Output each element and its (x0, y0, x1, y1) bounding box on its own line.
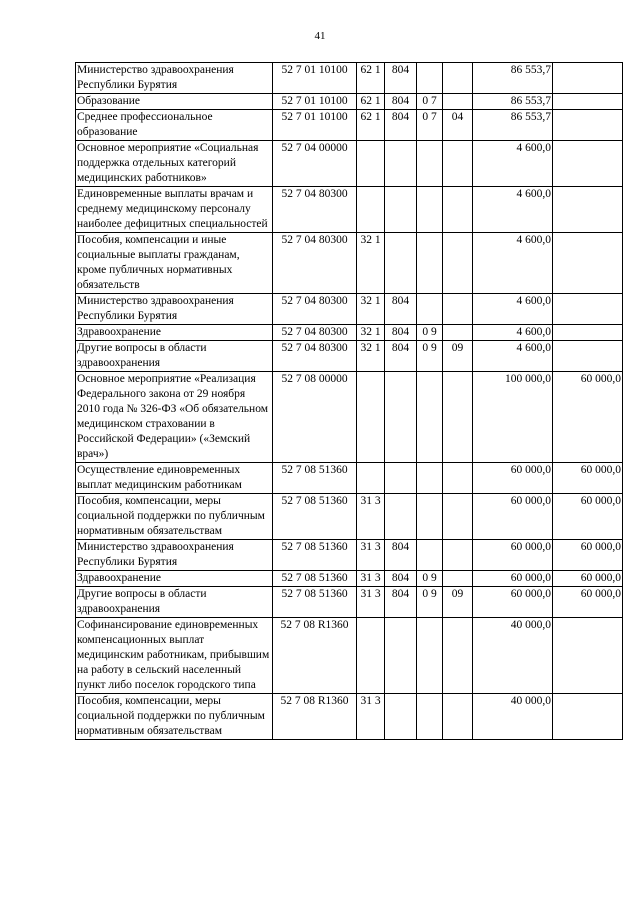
amount-cell: 86 553,7 (473, 94, 553, 110)
ministry-code-cell: 804 (385, 325, 417, 341)
ministry-code-cell (385, 494, 417, 540)
expense-type-cell (357, 187, 385, 233)
budget-table (75, 62, 623, 740)
subsection-cell (443, 372, 473, 463)
federal-amount-cell: 60 000,0 (553, 494, 623, 540)
amount-cell: 4 600,0 (473, 294, 553, 325)
section-cell (417, 187, 443, 233)
expense-type-cell: 62 1 (357, 63, 385, 94)
section-cell (417, 463, 443, 494)
federal-amount-cell (553, 694, 623, 740)
amount-cell: 4 600,0 (473, 187, 553, 233)
amount-cell: 86 553,7 (473, 110, 553, 141)
expense-type-cell: 62 1 (357, 110, 385, 141)
section-cell (417, 294, 443, 325)
expense-type-cell (357, 141, 385, 187)
expense-type-cell: 31 3 (357, 494, 385, 540)
subsection-cell (443, 540, 473, 571)
table-row (76, 587, 623, 618)
federal-amount-cell (553, 63, 623, 94)
amount-cell: 60 000,0 (473, 494, 553, 540)
amount-cell: 4 600,0 (473, 141, 553, 187)
table-row (76, 694, 623, 740)
amount-cell: 4 600,0 (473, 341, 553, 372)
federal-amount-cell: 60 000,0 (553, 540, 623, 571)
amount-cell: 86 553,7 (473, 63, 553, 94)
federal-amount-cell (553, 325, 623, 341)
item-name-cell: Здравоохранение (76, 571, 273, 587)
subsection-cell (443, 63, 473, 94)
federal-amount-cell (553, 94, 623, 110)
table-row (76, 294, 623, 325)
section-cell (417, 540, 443, 571)
target-code-cell: 52 7 08 51360 (273, 494, 357, 540)
expense-type-cell: 31 3 (357, 571, 385, 587)
federal-amount-cell: 60 000,0 (553, 372, 623, 463)
expense-type-cell: 32 1 (357, 341, 385, 372)
subsection-cell (443, 571, 473, 587)
subsection-cell (443, 463, 473, 494)
amount-cell: 40 000,0 (473, 618, 553, 694)
ministry-code-cell (385, 463, 417, 494)
target-code-cell: 52 7 08 51360 (273, 463, 357, 494)
subsection-cell (443, 694, 473, 740)
ministry-code-cell (385, 233, 417, 294)
amount-cell: 100 000,0 (473, 372, 553, 463)
expense-type-cell (357, 372, 385, 463)
item-name-cell: Единовременные выплаты врачам и среднему медицинскому персоналу наиболее дефицитных специальностей (76, 187, 273, 233)
federal-amount-cell (553, 110, 623, 141)
federal-amount-cell (553, 294, 623, 325)
subsection-cell (443, 233, 473, 294)
federal-amount-cell (553, 233, 623, 294)
ministry-code-cell (385, 372, 417, 463)
amount-cell: 4 600,0 (473, 233, 553, 294)
table-row (76, 341, 623, 372)
table-row (76, 372, 623, 463)
expense-type-cell (357, 463, 385, 494)
expense-type-cell: 62 1 (357, 94, 385, 110)
subsection-cell: 04 (443, 110, 473, 141)
subsection-cell: 09 (443, 341, 473, 372)
table-row (76, 540, 623, 571)
target-code-cell: 52 7 04 80300 (273, 233, 357, 294)
table-row (76, 325, 623, 341)
target-code-cell: 52 7 08 R1360 (273, 694, 357, 740)
amount-cell: 60 000,0 (473, 540, 553, 571)
table-row (76, 494, 623, 540)
federal-amount-cell (553, 618, 623, 694)
section-cell (417, 618, 443, 694)
target-code-cell: 52 7 01 10100 (273, 63, 357, 94)
subsection-cell (443, 141, 473, 187)
subsection-cell: 09 (443, 587, 473, 618)
item-name-cell: Министерство здравоохранения Республики Бурятия (76, 540, 273, 571)
federal-amount-cell (553, 141, 623, 187)
ministry-code-cell: 804 (385, 571, 417, 587)
section-cell (417, 63, 443, 94)
amount-cell: 60 000,0 (473, 571, 553, 587)
target-code-cell: 52 7 04 80300 (273, 187, 357, 233)
expense-type-cell: 31 3 (357, 694, 385, 740)
item-name-cell: Пособия, компенсации, меры социальной поддержки по публичным нормативным обязательствам (76, 694, 273, 740)
section-cell: 0 9 (417, 325, 443, 341)
section-cell (417, 141, 443, 187)
section-cell: 0 9 (417, 571, 443, 587)
section-cell: 0 9 (417, 341, 443, 372)
table-row (76, 463, 623, 494)
federal-amount-cell: 60 000,0 (553, 571, 623, 587)
item-name-cell: Основное мероприятие «Реализация Федерального закона от 29 ноября 2010 года № 326-ФЗ «Об обязательном медицинском страховании в Российской Федерации» («Земский врач») (76, 372, 273, 463)
expense-type-cell: 31 3 (357, 587, 385, 618)
section-cell (417, 233, 443, 294)
item-name-cell: Министерство здравоохранения Республики Бурятия (76, 63, 273, 94)
item-name-cell: Пособия, компенсации и иные социальные выплаты гражданам, кроме публичных нормативных обязательств (76, 233, 273, 294)
federal-amount-cell (553, 341, 623, 372)
item-name-cell: Министерство здравоохранения Республики Бурятия (76, 294, 273, 325)
item-name-cell: Осуществление единовременных выплат медицинским работникам (76, 463, 273, 494)
table-row (76, 618, 623, 694)
item-name-cell: Основное мероприятие «Социальная поддержка отдельных категорий медицинских работников» (76, 141, 273, 187)
target-code-cell: 52 7 01 10100 (273, 110, 357, 141)
amount-cell: 40 000,0 (473, 694, 553, 740)
target-code-cell: 52 7 04 00000 (273, 141, 357, 187)
subsection-cell (443, 187, 473, 233)
expense-type-cell: 32 1 (357, 294, 385, 325)
amount-cell: 60 000,0 (473, 587, 553, 618)
page-number: 41 (314, 30, 326, 42)
subsection-cell (443, 618, 473, 694)
target-code-cell: 52 7 08 51360 (273, 587, 357, 618)
section-cell: 0 7 (417, 110, 443, 141)
ministry-code-cell: 804 (385, 94, 417, 110)
federal-amount-cell: 60 000,0 (553, 587, 623, 618)
section-cell (417, 494, 443, 540)
target-code-cell: 52 7 08 00000 (273, 372, 357, 463)
expense-type-cell: 32 1 (357, 233, 385, 294)
federal-amount-cell (553, 187, 623, 233)
target-code-cell: 52 7 08 R1360 (273, 618, 357, 694)
subsection-cell (443, 494, 473, 540)
table-row (76, 94, 623, 110)
expense-type-cell (357, 618, 385, 694)
subsection-cell (443, 94, 473, 110)
item-name-cell: Софинансирование единовременных компенсационных выплат медицинским работникам, прибывшим на работу в сельский населенный пункт либо поселок городского типа (76, 618, 273, 694)
ministry-code-cell (385, 694, 417, 740)
section-cell: 0 9 (417, 587, 443, 618)
federal-amount-cell: 60 000,0 (553, 463, 623, 494)
target-code-cell: 52 7 08 51360 (273, 571, 357, 587)
section-cell (417, 694, 443, 740)
section-cell (417, 372, 443, 463)
ministry-code-cell: 804 (385, 341, 417, 372)
ministry-code-cell (385, 141, 417, 187)
ministry-code-cell: 804 (385, 294, 417, 325)
table-row (76, 63, 623, 94)
item-name-cell: Другие вопросы в области здравоохранения (76, 341, 273, 372)
subsection-cell (443, 325, 473, 341)
target-code-cell: 52 7 08 51360 (273, 540, 357, 571)
item-name-cell: Среднее профессиональное образование (76, 110, 273, 141)
expense-type-cell: 32 1 (357, 325, 385, 341)
table-row (76, 141, 623, 187)
item-name-cell: Образование (76, 94, 273, 110)
section-cell: 0 7 (417, 94, 443, 110)
ministry-code-cell (385, 618, 417, 694)
item-name-cell: Другие вопросы в области здравоохранения (76, 587, 273, 618)
ministry-code-cell: 804 (385, 540, 417, 571)
table-row (76, 187, 623, 233)
target-code-cell: 52 7 04 80300 (273, 341, 357, 372)
ministry-code-cell: 804 (385, 63, 417, 94)
target-code-cell: 52 7 04 80300 (273, 294, 357, 325)
ministry-code-cell: 804 (385, 587, 417, 618)
ministry-code-cell: 804 (385, 110, 417, 141)
target-code-cell: 52 7 04 80300 (273, 325, 357, 341)
target-code-cell: 52 7 01 10100 (273, 94, 357, 110)
subsection-cell (443, 294, 473, 325)
table-row (76, 233, 623, 294)
table-row (76, 110, 623, 141)
table-row (76, 571, 623, 587)
ministry-code-cell (385, 187, 417, 233)
item-name-cell: Здравоохранение (76, 325, 273, 341)
amount-cell: 60 000,0 (473, 463, 553, 494)
table-body (76, 63, 623, 740)
expense-type-cell: 31 3 (357, 540, 385, 571)
item-name-cell: Пособия, компенсации, меры социальной поддержки по публичным нормативным обязательствам (76, 494, 273, 540)
amount-cell: 4 600,0 (473, 325, 553, 341)
